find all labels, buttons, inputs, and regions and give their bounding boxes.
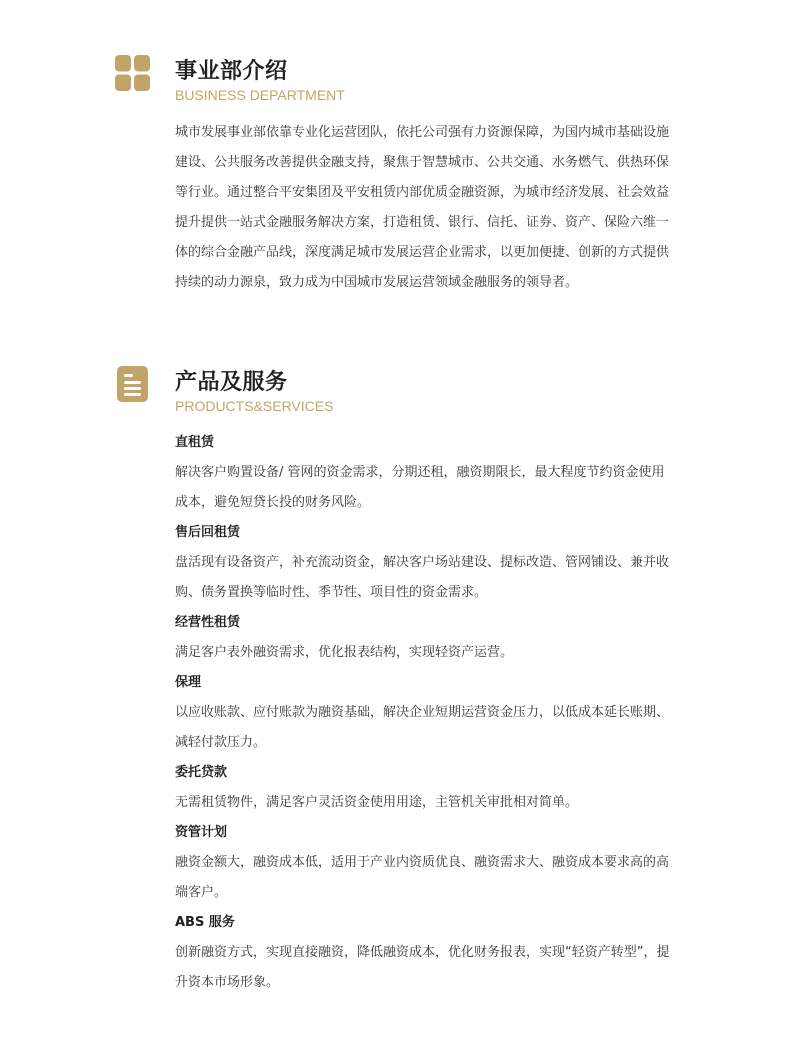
product-item-title: 保理 bbox=[175, 675, 202, 690]
about-subtitle: BUSINESS DEPARTMENT bbox=[175, 87, 345, 103]
product-item-title: 委托贷款 bbox=[175, 765, 228, 780]
product-item-desc: 创新融资方式，实现直接融资，降低融资成本，优化财务报表，实现“轻资产转型”，提升资本市场形象。 bbox=[175, 945, 670, 990]
about-paragraph: 城市发展事业部依靠专业化运营团队，依托公司强有力资源保障，为国内城市基础设施建设、公共服务改善提供金融支持，聚焦于智慧城市、公共交通、水务燃气、供热环保等行业。通过整合平安集团及平安租赁内部优质金融资源，为城市经济发展、社会效益提升提供一站式金融服务解决方案，打造租赁、银行、信托、证券、资产、保险六维一体的综合金融产品线，深度满足城市发展运营企业需求，以更加便捷、创新的方式提供持续的动力源泉，致力成为中国城市发展运营领域金融服务的领导者。 bbox=[175, 125, 670, 290]
product-item bbox=[175, 908, 670, 998]
product-item-desc: 满足客户表外融资需求，优化报表结构，实现轻资产运营。 bbox=[175, 645, 514, 660]
product-item-title: 售后回租赁 bbox=[175, 525, 241, 540]
product-list bbox=[175, 428, 670, 998]
product-item bbox=[175, 758, 670, 818]
products-subtitle: PRODUCTS&SERVICES bbox=[175, 398, 334, 414]
product-item bbox=[175, 518, 670, 608]
product-item-desc: 无需租赁物件，满足客户灵活资金使用用途，主管机关审批相对简单。 bbox=[175, 795, 579, 810]
product-item-title: ABS 服务 bbox=[175, 915, 235, 930]
about-header bbox=[175, 59, 345, 104]
about-title: 事业部介绍 bbox=[175, 59, 288, 84]
product-item bbox=[175, 428, 670, 518]
product-item-desc: 以应收账款、应付账款为融资基础，解决企业短期运营资金压力，以低成本延长账期、减轻付款压力。 bbox=[175, 705, 670, 750]
product-item bbox=[175, 668, 670, 758]
products-title: 产品及服务 bbox=[175, 370, 288, 395]
product-item bbox=[175, 818, 670, 908]
grid-four-squares-icon bbox=[115, 55, 150, 91]
product-item-title: 资管计划 bbox=[175, 825, 228, 840]
products-header bbox=[175, 370, 333, 415]
document-list-icon bbox=[115, 366, 150, 402]
product-item-title: 直租赁 bbox=[175, 435, 215, 450]
product-item bbox=[175, 608, 670, 668]
product-item-title: 经营性租赁 bbox=[175, 615, 241, 630]
product-item-desc: 盘活现有设备资产，补充流动资金，解决客户场站建设、提标改造、管网铺设、兼并收购、债务置换等临时性、季节性、项目性的资金需求。 bbox=[175, 555, 670, 600]
product-item-desc: 融资金额大，融资成本低，适用于产业内资质优良、融资需求大、融资成本要求高的高端客户。 bbox=[175, 855, 670, 900]
product-item-desc: 解决客户购置设备/ 管网的资金需求，分期还租，融资期限长，最大程度节约资金使用成本，避免短贷长投的财务风险。 bbox=[175, 465, 665, 510]
